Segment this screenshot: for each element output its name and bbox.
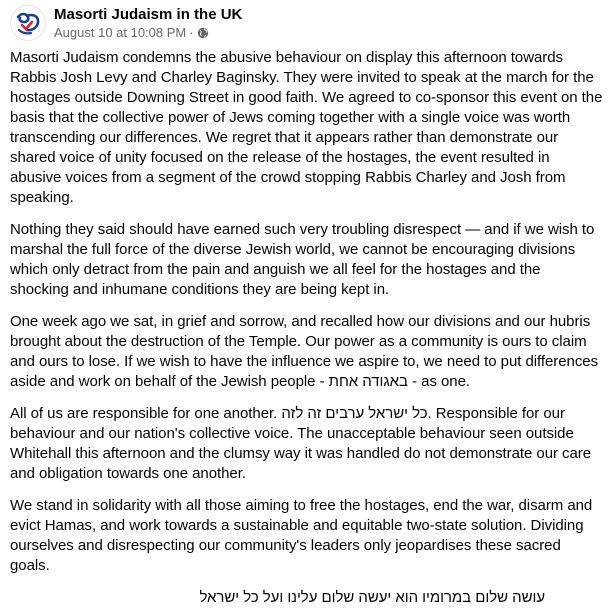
globe-icon[interactable] [197,27,209,39]
post-header [10,0,603,46]
closing-hebrew-line: עושה שלום במרומיו הוא יעשה שלום עלינו ועל כל ישראל [199,589,545,606]
post-paragraph: Nothing they said should have earned such very troubling disrespect — and if we wish to marshal the full force of the diverse Jewish world, we cannot be encouraging divisions which only detract from the pain and anguish we all feel for the hostages and the shocking and inhumane conditions they are being kept in. [10,221,595,298]
post-paragraph: All of us are responsible for one another. כל ישראל ערבים זה לזה. Responsible for our behaviour and our nation's collective voice. The unacceptable behaviour seen outside Whitehall this afternoon and the clumsy way it was handled do not demonstrate our care and obligation towards one another. [10,405,592,482]
post-paragraph: One week ago we sat, in grief and sorrow, and recalled how our divisions and our hubris brought about the destruction of the Temple. Our power as a community is ours to claim and ours to lose. If we wish to have the influence we aspire to, we need to put differences aside and work on behalf of the Jewish people - באגודה אחת - as one. [10,313,599,390]
page-name-link[interactable]: Masorti Judaism in the UK [54,6,243,23]
page-avatar[interactable] [10,5,46,41]
post-body [10,48,603,608]
post-meta [54,24,242,41]
post-paragraph: Masorti Judaism condemns the abusive behaviour on display this afternoon towards Rabbis Josh Levy and Charley Baginsky. They were invited to speak at the march for the hostages outside Downing Street in good faith. We agreed to co-sponsor this event on the basis that the collective power of Jews coming together with a single voice was worth transcending our differences. We regret that it appears rather than demonstrate our shared voice of unity focused on the release of the hostages, the event resulted in abusive voices from a segment of the crowd stopping Rabbis Charley and Josh from speaking. [10,49,603,206]
post-timestamp[interactable]: August 10 at 10:08 PM [54,25,187,40]
masorti-logo-icon [13,8,43,38]
post-header-text [54,5,242,41]
post-paragraph: We stand in solidarity with all those aiming to free the hostages, end the war, disarm and evict Hamas, and work towards a sustainable and equitable two-state solution. Dividing ourselves and disrespecting our community's leaders only jeopardises these sacred goals. [10,497,593,574]
meta-separator: · [189,25,194,40]
